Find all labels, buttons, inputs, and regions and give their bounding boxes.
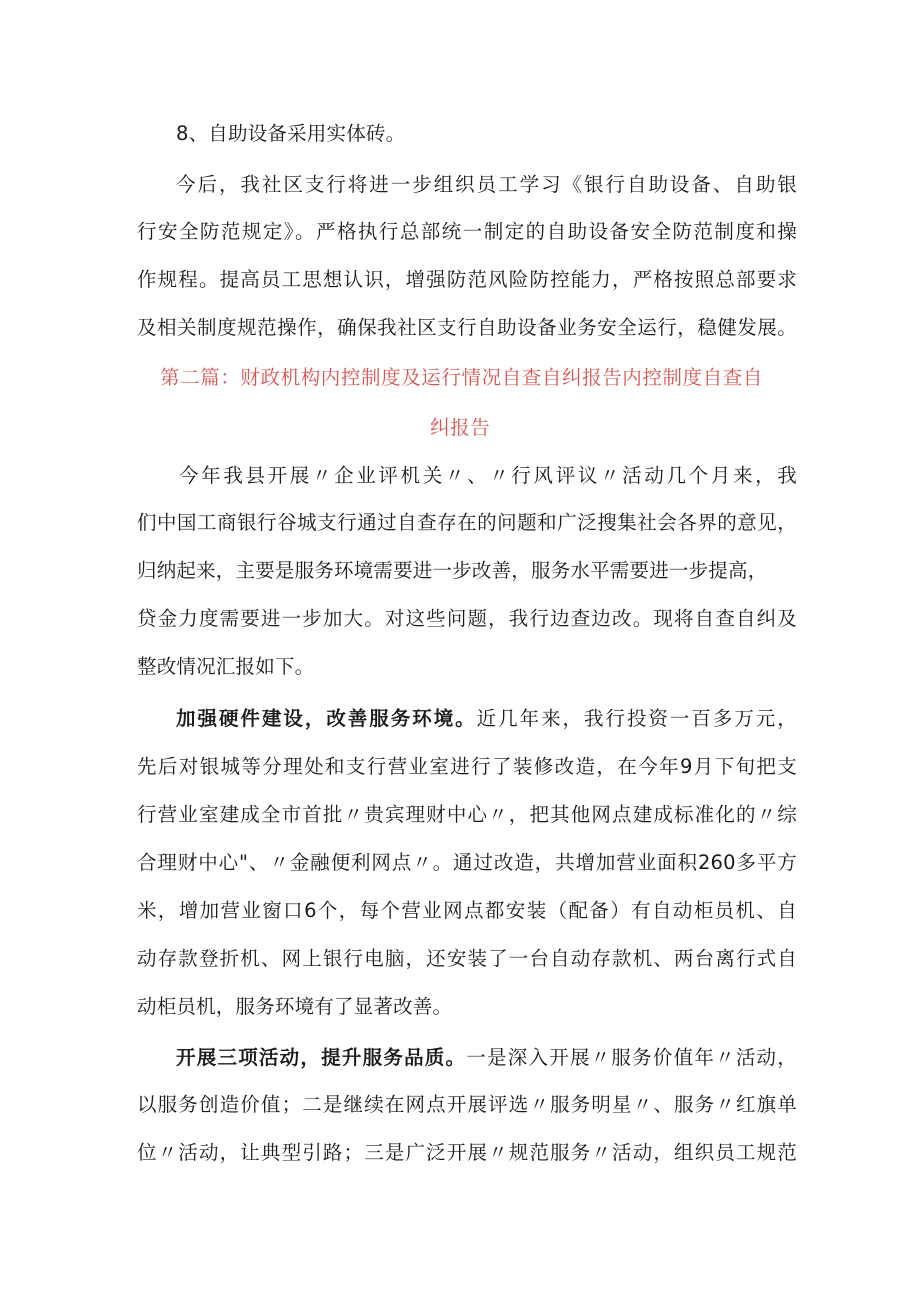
paragraph-line: 及相关制度规范操作，确保我社区支行自助设备业务安全运行，稳健发展。 xyxy=(137,316,797,339)
paragraph-line: 行安全防范规定》。严格执行总部统一制定的自助设备安全防范制度和操 xyxy=(137,220,797,243)
paragraph-line: 先后对银城等分理处和支行营业室进行了装修改造，在今年9月下旬把支 xyxy=(137,755,797,778)
bold-lead-in: 开展三项活动，提升服务品质。 xyxy=(176,1046,467,1069)
paragraph-line: 动柜员机，服务环境有了显著改善。 xyxy=(137,995,453,1018)
section-heading-continued: 纠报告 xyxy=(430,416,491,439)
paragraph-line: 今年我县开展〃企业评机关〃、〃行风评议〃活动几个月来，我 xyxy=(179,464,797,487)
paragraph-line: 动存款登折机、网上银行电脑，还安装了一台自动存款机、两台离行式自 xyxy=(137,947,797,970)
paragraph-line: 们中国工商银行谷城支行通过自查存在的问题和广泛搜集社会各界的意见， xyxy=(137,511,797,534)
paragraph-text: 近几年来，我行投资一百多万元， xyxy=(476,707,797,730)
paragraph-line: 整改情况汇报如下。 xyxy=(137,655,315,678)
paragraph-line xyxy=(176,1045,797,1071)
paragraph-text: 一是深入开展〃服务价值年〃活动， xyxy=(466,1046,797,1069)
paragraph-line: 贷金力度需要进一步加大。对这些问题，我行边查边改。现将自查自纠及 xyxy=(137,607,797,630)
paragraph-line: 今后，我社区支行将进一步组织员工学习《银行自助设备、自助银 xyxy=(176,173,797,196)
paragraph-line xyxy=(176,706,797,732)
paragraph-line: 米，增加营业窗口6个，每个营业网点都安装（配备）有自动柜员机、自 xyxy=(137,899,797,922)
section-heading: 第二篇：财政机构内控制度及运行情况自查自纠报告内控制度自查自 xyxy=(160,366,764,389)
paragraph-line: 位〃活动，让典型引路；三是广泛开展〃规范服务〃活动，组织员工规范 xyxy=(137,1141,797,1164)
list-item-8: 8、自助设备采用实体砖。 xyxy=(176,122,406,145)
paragraph-line: 行营业室建成全市首批〃贵宾理财中心〃，把其他网点建成标准化的〃综 xyxy=(137,803,797,826)
paragraph-line: 以服务创造价值；二是继续在网点开展评选〃服务明星〃、服务〃红旗单 xyxy=(137,1093,797,1116)
bold-lead-in: 加强硬件建设，改善服务环境。 xyxy=(176,707,477,730)
paragraph-line: 归纳起来，主要是服务环境需要进一步改善，服务水平需要进一步提高， xyxy=(137,559,768,582)
paragraph-line: 合理财中心"、〃金融便利网点〃。通过改造，共增加营业面积260多平方 xyxy=(137,851,797,874)
paragraph-line: 作规程。提高员工思想认识，增强防范风险防控能力，严格按照总部要求 xyxy=(137,268,797,291)
